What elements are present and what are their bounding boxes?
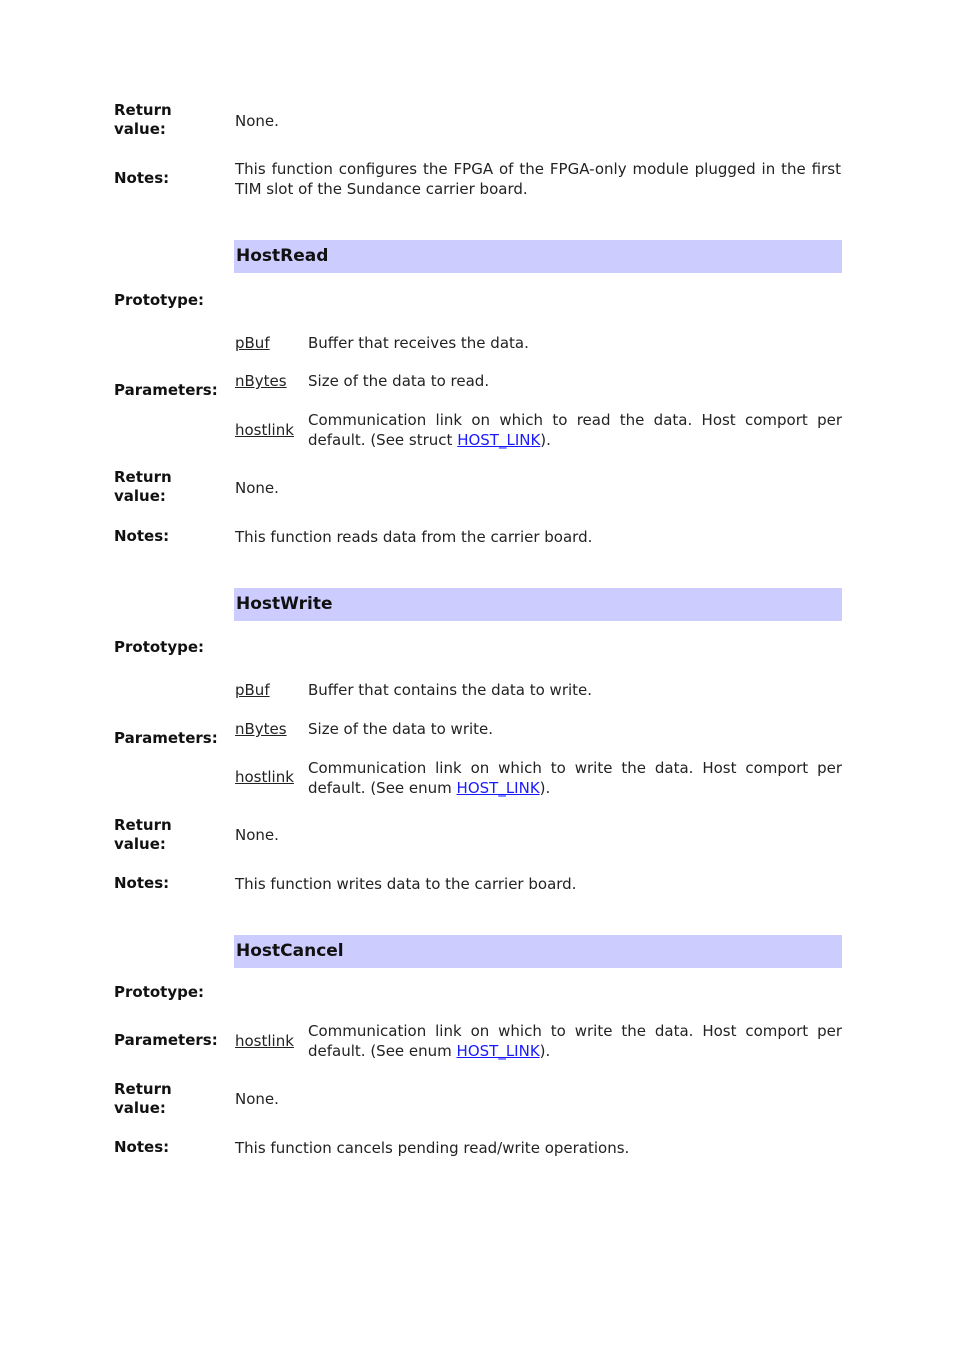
parameters-label: Parameters: (114, 729, 218, 747)
param-name-hostlink: hostlink (235, 768, 294, 786)
param-name-nbytes: nBytes (235, 720, 287, 738)
parameters-label: Parameters: (114, 381, 218, 399)
notes-text: This function reads data from the carrier board. (235, 528, 593, 546)
section-title-hostwrite: HostWrite (234, 588, 842, 621)
return-value-label: Return value: (114, 1080, 172, 1117)
param-name-nbytes: nBytes (235, 372, 287, 390)
return-value: None. (235, 479, 279, 497)
return-value-label: Return value: (114, 101, 172, 138)
param-desc: Buffer that receives the data. (308, 334, 529, 352)
host-link-link[interactable]: HOST_LINK (456, 1042, 540, 1060)
return-value: None. (235, 112, 279, 130)
notes-label: Notes: (114, 527, 170, 545)
param-desc (308, 1021, 842, 1061)
param-desc-text: ). (540, 431, 551, 449)
section-title-hostcancel: HostCancel (234, 935, 842, 968)
param-desc-text: Communication link on which to read the data. Host comport per default. (See struct (308, 411, 842, 449)
prototype-label: Prototype: (114, 291, 205, 309)
param-desc: Size of the data to write. (308, 720, 494, 738)
prototype-label: Prototype: (114, 638, 205, 656)
return-value-label: Return value: (114, 816, 172, 853)
notes-text: This function cancels pending read/write operations. (235, 1139, 630, 1157)
param-desc-text: ). (539, 1042, 551, 1060)
param-desc: Buffer that contains the data to write. (308, 681, 593, 699)
notes-text: This function configures the FPGA of the FPGA-only module plugged in the first TIM slot of the Sundance carrier board. (235, 160, 841, 198)
param-name-hostlink: hostlink (235, 421, 294, 439)
return-value-label: Return value: (114, 468, 172, 505)
param-desc-text: ). (539, 779, 551, 797)
param-desc-text: Communication link on which to write the data. Host comport per default. (See enum (308, 759, 842, 797)
param-desc (308, 758, 842, 798)
param-name-hostlink: hostlink (235, 1032, 294, 1050)
param-name-pbuf: pBuf (235, 334, 270, 352)
param-desc-text: Communication link on which to write the data. Host comport per default. (See enum (308, 1022, 842, 1060)
return-value: None. (235, 1090, 279, 1108)
param-desc: Size of the data to read. (308, 372, 490, 390)
prototype-label: Prototype: (114, 983, 205, 1001)
notes-label: Notes: (114, 1138, 170, 1156)
notes-label: Notes: (114, 874, 170, 892)
return-value: None. (235, 826, 279, 844)
notes-label: Notes: (114, 169, 170, 187)
param-desc (308, 410, 842, 450)
host-link-link[interactable]: HOST_LINK (457, 431, 541, 449)
parameters-label: Parameters: (114, 1031, 218, 1049)
host-link-link[interactable]: HOST_LINK (456, 779, 540, 797)
param-name-pbuf: pBuf (235, 681, 270, 699)
notes-text: This function writes data to the carrier board. (235, 875, 577, 893)
section-title-hostread: HostRead (234, 240, 842, 273)
